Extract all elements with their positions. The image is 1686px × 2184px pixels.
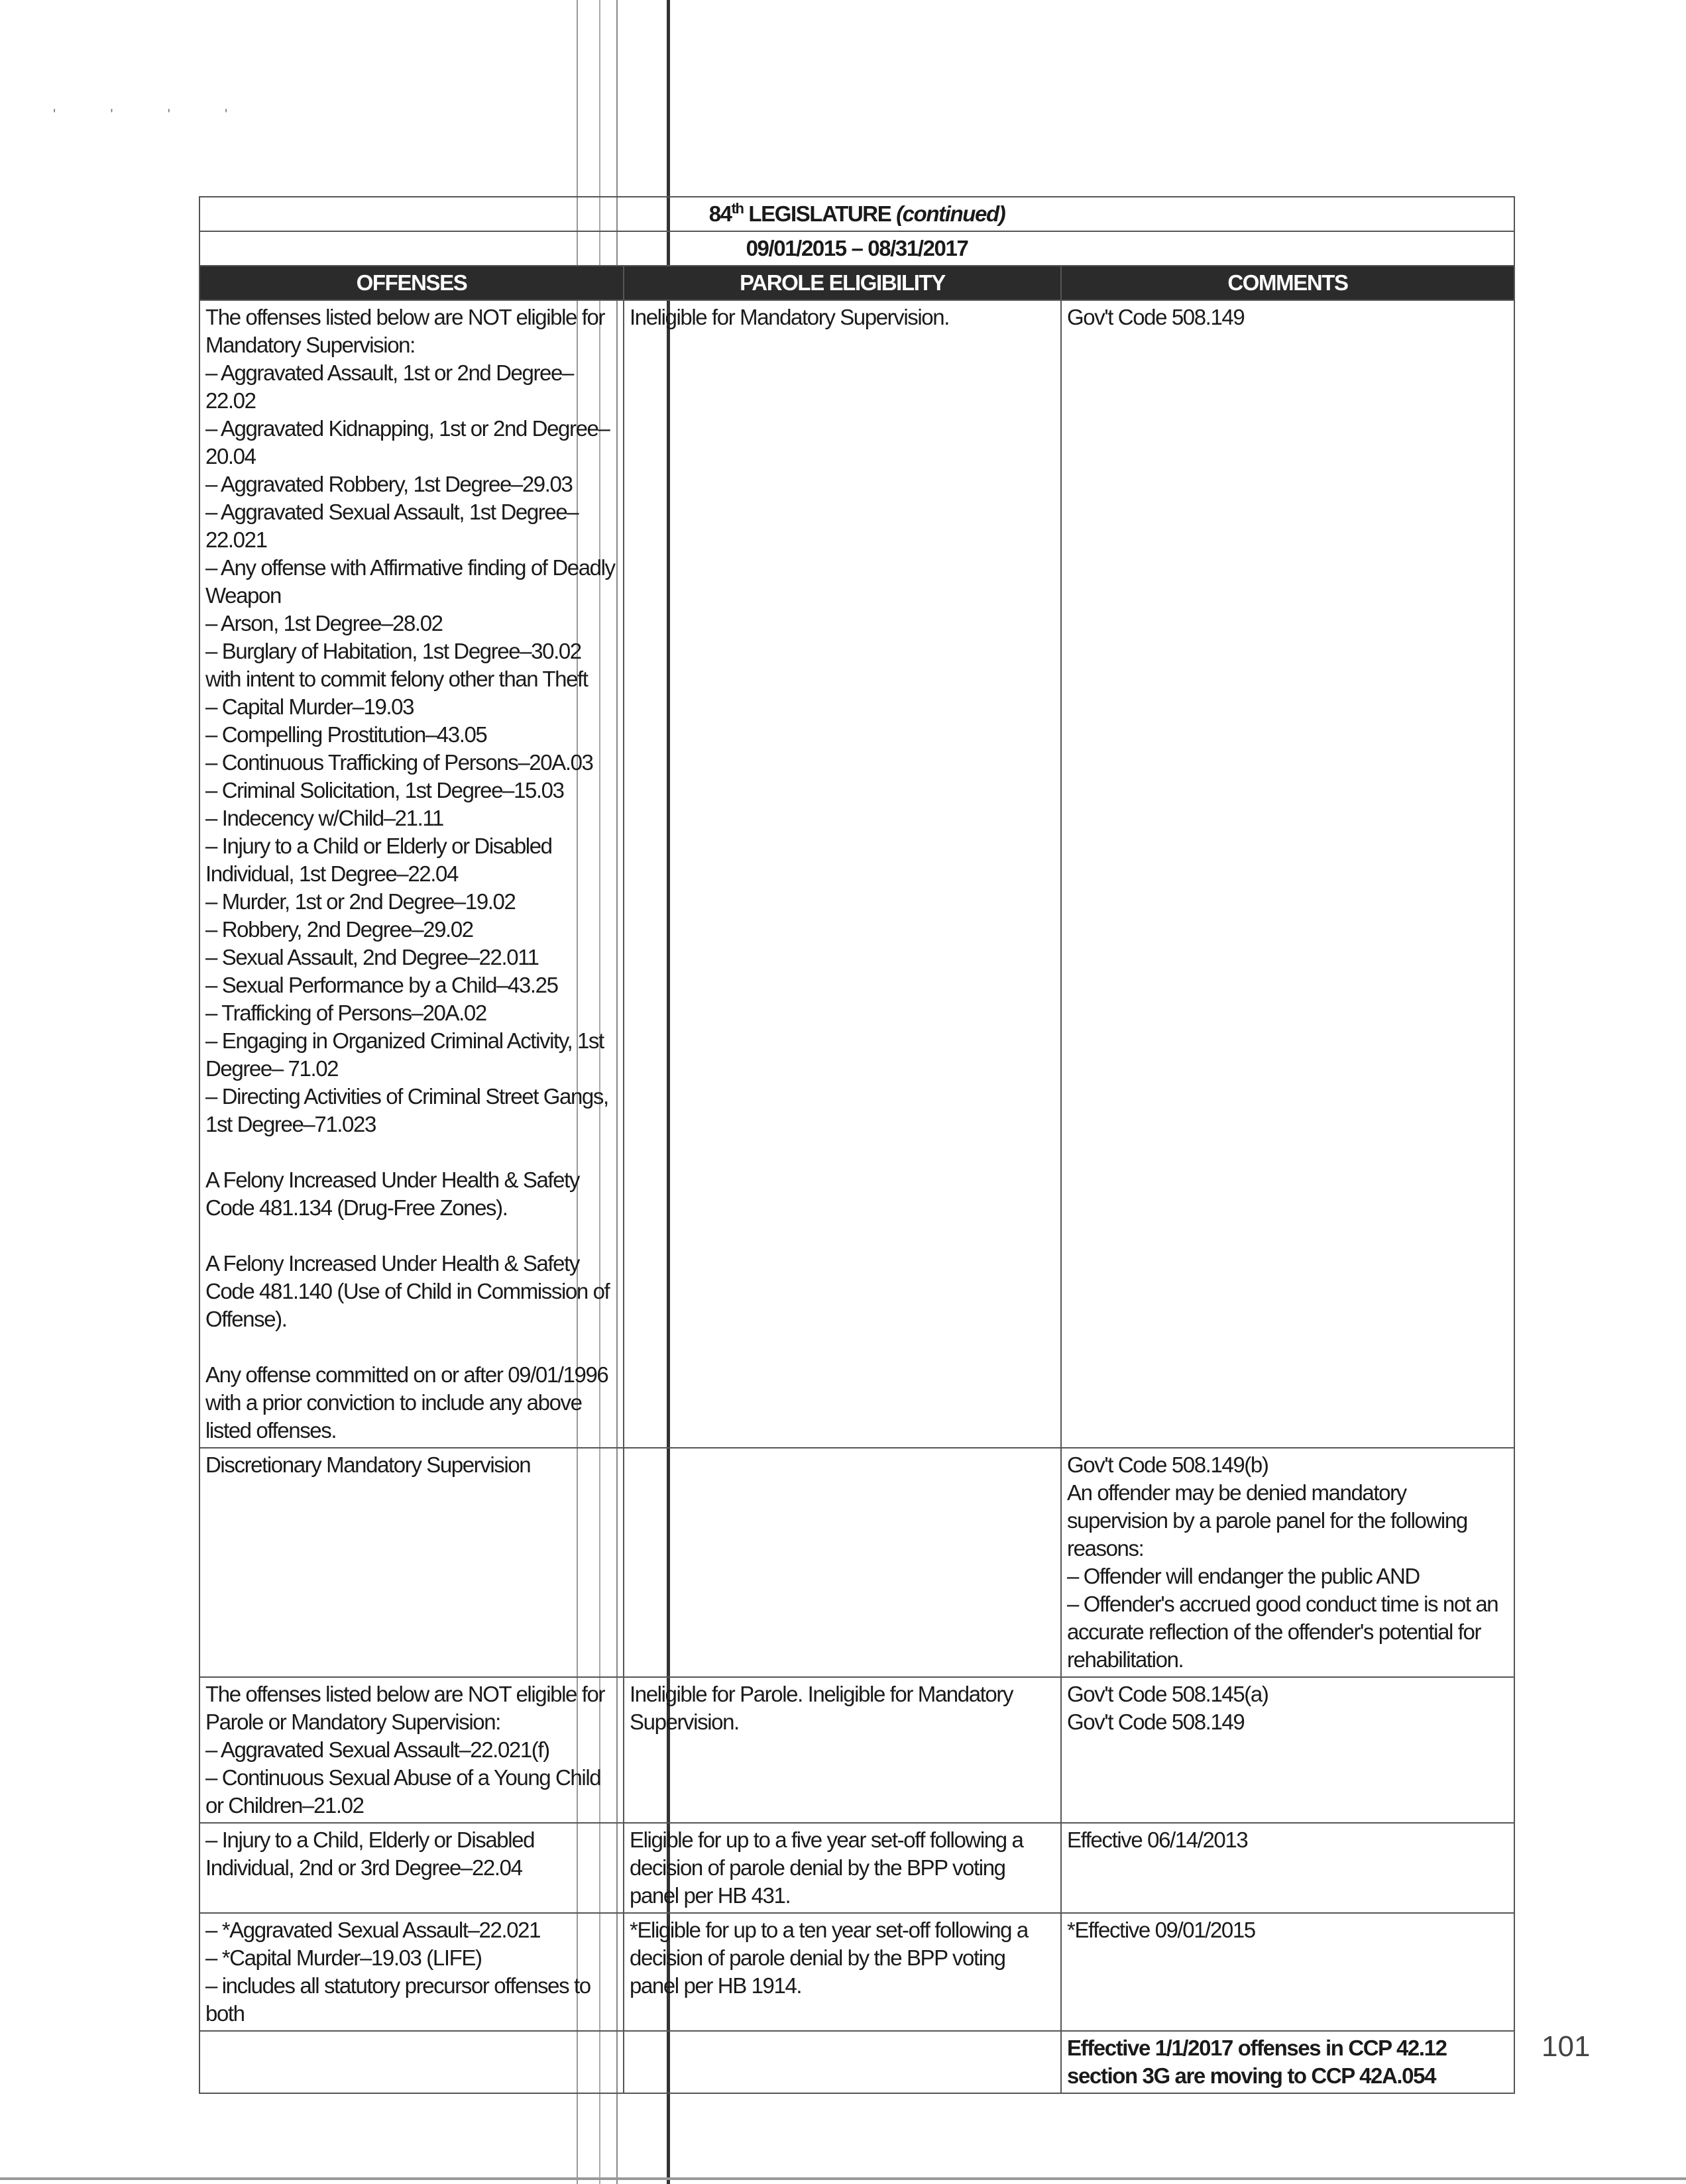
column-header-parole-eligibility: PAROLE ELIGIBILITY <box>624 266 1061 300</box>
offenses-line: – Engaging in Organized Criminal Activity, 1st Degree– 71.02 <box>205 1028 604 1081</box>
offenses-line: – Burglary of Habitation, 1st Degree–30.02 with intent to commit felony other than Theft <box>205 639 588 691</box>
comments-line: *Effective 09/01/2015 <box>1067 1918 1255 1942</box>
column-header-comments: COMMENTS <box>1061 266 1514 300</box>
eligibility-line: Ineligible for Mandatory Supervision. <box>630 305 949 329</box>
comments-cell <box>1061 300 1514 1448</box>
page-number: 101 <box>1542 2030 1591 2063</box>
offenses-line: – Arson, 1st Degree–28.02 <box>205 611 443 635</box>
comments-line: – Offender's accrued good conduct time is not an accurate reflection of the offender's potential for rehabilitation. <box>1067 1592 1498 1672</box>
continued-label: (continued) <box>896 201 1005 226</box>
comments-cell <box>1061 1823 1514 1913</box>
offenses-line: – Aggravated Sexual Assault, 1st Degree–22.021 <box>205 500 579 552</box>
table-row <box>199 1448 1514 1677</box>
comments-cell <box>1061 1677 1514 1823</box>
table-body <box>199 300 1514 2093</box>
offenses-line: – Murder, 1st or 2nd Degree–19.02 <box>205 889 516 914</box>
offenses-line: – Injury to a Child or Elderly or Disabled Individual, 1st Degree–22.04 <box>205 834 552 886</box>
offenses-line: – Aggravated Assault, 1st or 2nd Degree–22.02 <box>205 360 573 413</box>
offenses-line: – Criminal Solicitation, 1st Degree–15.03 <box>205 778 564 802</box>
offenses-line: – Continuous Sexual Abuse of a Young Child or Children–21.02 <box>205 1765 601 1818</box>
offenses-line: – Any offense with Affirmative finding of Deadly Weapon <box>205 555 615 608</box>
offenses-line: The offenses listed below are NOT eligible for Parole or Mandatory Supervision: <box>205 1682 605 1734</box>
offenses-line: The offenses listed below are NOT eligible for Mandatory Supervision: <box>205 305 605 357</box>
eligibility-cell <box>624 2031 1061 2093</box>
offenses-line: – Indecency w/Child–21.11 <box>205 806 443 830</box>
offenses-cell <box>199 2031 624 2093</box>
offenses-line: – *Aggravated Sexual Assault–22.021 <box>205 1918 541 1942</box>
offenses-line: – Sexual Performance by a Child–43.25 <box>205 973 558 997</box>
blank-line <box>205 1222 618 1250</box>
legislature-ordinal: th <box>731 200 744 217</box>
title-row <box>199 197 1514 231</box>
eligibility-cell <box>624 300 1061 1448</box>
comments-line: Gov't Code 508.149 <box>1067 1710 1245 1734</box>
offenses-line: – Trafficking of Persons–20A.02 <box>205 1001 486 1025</box>
scan-edge <box>0 2177 1686 2180</box>
offenses-line: A Felony Increased Under Health & Safety Code 481.134 (Drug-Free Zones). <box>205 1168 580 1220</box>
comments-cell <box>1061 2031 1514 2093</box>
comments-line: An offender may be denied mandatory supervision by a parole panel for the following reasons: <box>1067 1480 1467 1560</box>
offenses-cell <box>199 1448 624 1677</box>
table-row <box>199 1677 1514 1823</box>
table-row <box>199 2031 1514 2093</box>
offenses-line: – Aggravated Robbery, 1st Degree–29.03 <box>205 472 573 496</box>
legislature-number: 84 <box>708 201 732 226</box>
comments-line: – Offender will endanger the public AND <box>1067 1564 1420 1588</box>
offenses-line: – Capital Murder–19.03 <box>205 694 414 719</box>
comments-line: Gov't Code 508.145(a) <box>1067 1682 1268 1706</box>
offenses-cell <box>199 1913 624 2031</box>
offenses-line: – Robbery, 2nd Degree–29.02 <box>205 917 473 942</box>
date-range: 09/01/2015 – 08/31/2017 <box>199 231 1514 266</box>
offenses-line: – Continuous Trafficking of Persons–20A.03 <box>205 750 593 775</box>
eligibility-cell <box>624 1448 1061 1677</box>
eligibility-line: Eligible for up to a five year set-off following a decision of parole denial by the BPP voting panel per HB 431. <box>630 1828 1023 1908</box>
offenses-line: Discretionary Mandatory Supervision <box>205 1452 531 1477</box>
comments-line: Gov't Code 508.149(b) <box>1067 1452 1268 1477</box>
offenses-line: – *Capital Murder–19.03 (LIFE) <box>205 1945 482 1970</box>
offenses-line: – Aggravated Sexual Assault–22.021(f) <box>205 1737 549 1762</box>
comments-line: Effective 1/1/2017 offenses in CCP 42.12 section 3G are moving to CCP 42A.054 <box>1067 2036 1447 2088</box>
table-row <box>199 1913 1514 2031</box>
offenses-line: A Felony Increased Under Health & Safety Code 481.140 (Use of Child in Commission of Offense). <box>205 1251 610 1331</box>
eligibility-cell <box>624 1677 1061 1823</box>
offenses-line: – includes all statutory precursor offenses to both <box>205 1973 590 2026</box>
offenses-cell <box>199 300 624 1448</box>
header-row <box>199 266 1514 300</box>
offenses-line: Any offense committed on or after 09/01/1996 with a prior conviction to include any above listed offenses. <box>205 1362 608 1443</box>
comments-cell <box>1061 1913 1514 2031</box>
offenses-line: – Aggravated Kidnapping, 1st or 2nd Degree–20.04 <box>205 416 610 468</box>
eligibility-cell <box>624 1823 1061 1913</box>
offenses-cell <box>199 1677 624 1823</box>
legislature-title <box>199 197 1514 231</box>
offenses-line: – Injury to a Child, Elderly or Disabled Individual, 2nd or 3rd Degree–22.04 <box>205 1828 535 1880</box>
blank-line <box>205 1333 618 1361</box>
comments-line: Effective 06/14/2013 <box>1067 1828 1248 1852</box>
legislature-label: LEGISLATURE <box>743 201 897 226</box>
table-row <box>199 1823 1514 1913</box>
eligibility-line: Ineligible for Parole. Ineligible for Mandatory Supervision. <box>630 1682 1013 1734</box>
table-row <box>199 300 1514 1448</box>
eligibility-cell <box>624 1913 1061 2031</box>
offenses-line: – Directing Activities of Criminal Street Gangs, 1st Degree–71.023 <box>205 1084 608 1136</box>
eligibility-line: *Eligible for up to a ten year set-off following a decision of parole denial by the BPP voting panel per HB 1914. <box>630 1918 1028 1998</box>
column-header-offenses: OFFENSES <box>199 266 624 300</box>
offenses-line: – Sexual Assault, 2nd Degree–22.011 <box>205 945 539 969</box>
offenses-line: – Compelling Prostitution–43.05 <box>205 722 487 747</box>
comments-line: Gov't Code 508.149 <box>1067 305 1245 329</box>
scan-specks: ' ' ' ' <box>53 106 253 123</box>
comments-cell <box>1061 1448 1514 1677</box>
offenses-cell <box>199 1823 624 1913</box>
legislature-table <box>199 196 1515 2094</box>
blank-line <box>205 1138 618 1166</box>
date-row <box>199 231 1514 266</box>
